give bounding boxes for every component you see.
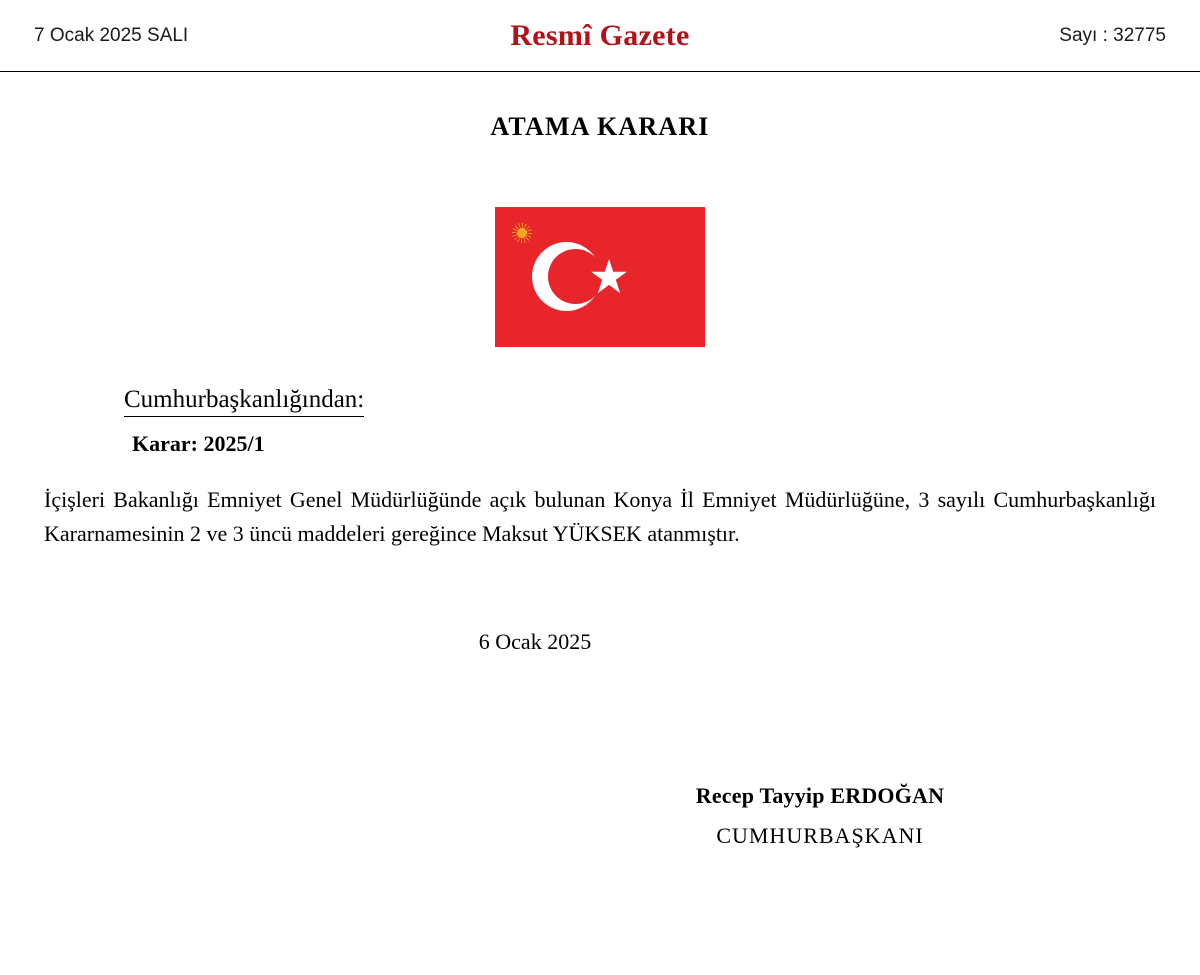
- decision-body-text: İçişleri Bakanlığı Emniyet Genel Müdürlüğünde açık bulunan Konya İl Emniyet Müdürlüğüne, 3 sayılı Cumhurbaşkanlığı Kararnamesinin 2 ve 3 üncü maddeleri gereğince Maksut YÜKSEK atanmıştır.: [44, 487, 1156, 547]
- signature-block: [44, 783, 1156, 849]
- decision-number: Karar: 2025/1: [132, 431, 265, 456]
- issuer-row: [124, 385, 1156, 417]
- sun-burst-icon: [512, 223, 532, 243]
- turkish-flag-icon: [495, 207, 705, 347]
- gazette-title: Resmî Gazete: [510, 18, 690, 52]
- signatory-title: CUMHURBAŞKANI: [716, 823, 924, 849]
- document-heading: ATAMA KARARI: [490, 112, 710, 141]
- crescent-cutout: [548, 249, 603, 304]
- issuer-label: Cumhurbaşkanlığından:: [124, 385, 364, 417]
- signatory-name: Recep Tayyip ERDOĞAN: [695, 783, 945, 809]
- masthead-issue-number: Sayı : 32775: [1059, 24, 1166, 46]
- decision-date: 6 Ocak 2025: [478, 629, 592, 655]
- flag-container: [44, 207, 1156, 347]
- masthead: [0, 0, 1200, 72]
- document-body: [0, 112, 1200, 849]
- masthead-date: 7 Ocak 2025 SALI: [34, 24, 189, 46]
